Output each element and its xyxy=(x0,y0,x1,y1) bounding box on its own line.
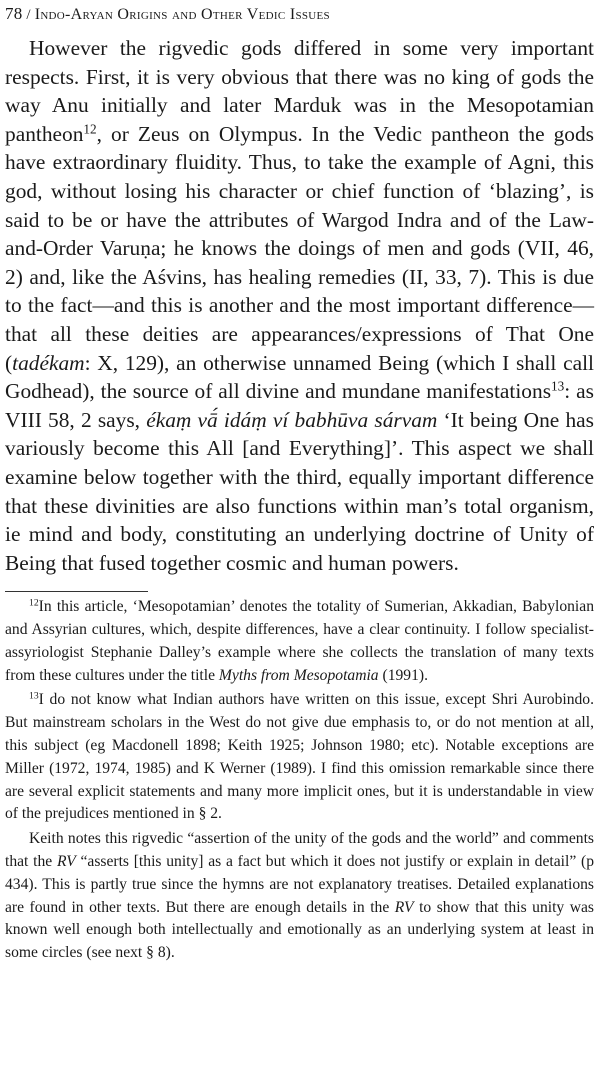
text-run: , or Zeus on Olympus. In the Vedic pantheon the gods have extraordinary fluidity. Thus, to take the example of Agni, this god, without losing his character or chief function of ‘blazing’, is said to be or have the attributes of Wargod Indra and of the Law-and-Order Varuṇa; he knows the doings of men and gods (VII, 46, 2) and, like the Aśvins, has healing remedies (II, 33, 7). This is due to the fact—and this is another and the most important difference—that all these deities are appearances/expressions of That One ( xyxy=(5,121,594,375)
page-number: 78 xyxy=(5,4,23,23)
text-run: ‘It being One has variously become this All [and Everything]’. This aspect we shall examine below together with the third, equally important difference that these divinities are also functions within man’s total organism, ie mind and body, constituting an underlying doctrine of Unity of Being that fused together cosmic and human powers. xyxy=(5,407,594,575)
book-title: Myths from Mesopotamia xyxy=(218,666,379,684)
footnote-text: In this article, ‘Mesopotamian’ denotes the totality of Sumerian, Akkadian, Babylonian and Assyrian cultures, which, despite differences, have a clear continuity. I follow specialist-assyriologist Stephanie Dalley’s example where she collects the translation of many texts from these cultures under the title xyxy=(5,598,594,684)
footnote-text: (1991). xyxy=(378,666,428,684)
footnote-13-continued xyxy=(5,828,594,965)
sanskrit-quote: ékaṃ vā́ idáṃ ví babhūva sárvam xyxy=(146,407,438,432)
footnote-text: “asserts [this unity] as a fact but which it does not justify or explain in detail” (p 434). This is partly true since the hymns are not explanatory treatises. Detailed explanations are found in other texts. But there are enough details in the xyxy=(5,853,594,916)
footnote-text: Keith notes this rigvedic “assertion of the unity of the gods and the world” and comments that the xyxy=(5,830,594,871)
footnote-ref-13: 13 xyxy=(551,378,565,394)
footnote-text: I do not know what Indian authors have written on this issue, except Shri Aurobindo. But mainstream scholars in the West do not give due emphasis to, or do not mention at all, this subject (eg Macdonell 1898; Keith 1925; Johnson 1980; etc). Notable exceptions are Miller (1972, 1974, 1985) and K Werner (1989). I find this omission remarkable since there are several explicit statements and many more implicit ones, but it is understandable in view of the prejudices mentioned in § 2. xyxy=(5,691,594,823)
running-head-separator: / xyxy=(26,7,31,23)
main-paragraph xyxy=(5,34,594,577)
sanskrit-term: tadékam xyxy=(12,350,85,375)
footnote-13 xyxy=(5,689,594,826)
footnote-ref-12: 12 xyxy=(83,121,97,137)
footnote-marker: 13 xyxy=(29,691,39,703)
text-run: However the rigvedic gods differed in some very important respects. First, it is very obvious that there was no king of gods the way Anu initially and later Marduk was in the Mesopotamian pantheon xyxy=(5,36,594,146)
running-head xyxy=(5,0,594,28)
abbreviation-rv: RV xyxy=(394,898,414,916)
footnote-marker: 12 xyxy=(29,597,39,609)
running-head-title: Indo-Aryan Origins and Other Vedic Issues xyxy=(34,6,330,23)
footnote-12 xyxy=(5,596,594,687)
text-run: : as VIII 58, 2 says, xyxy=(5,379,595,432)
text-run: : X, 129), an otherwise unnamed Being (which I shall call Godhead), the source of all divine and mundane manifestations xyxy=(5,350,594,404)
footnote-text: to show that this unity was known well enough both intellectually and emotionally as an underlying system at least in some circles (see next § 8). xyxy=(5,898,594,962)
footnote-separator-rule xyxy=(5,591,148,592)
abbreviation-rv: RV xyxy=(56,853,76,871)
